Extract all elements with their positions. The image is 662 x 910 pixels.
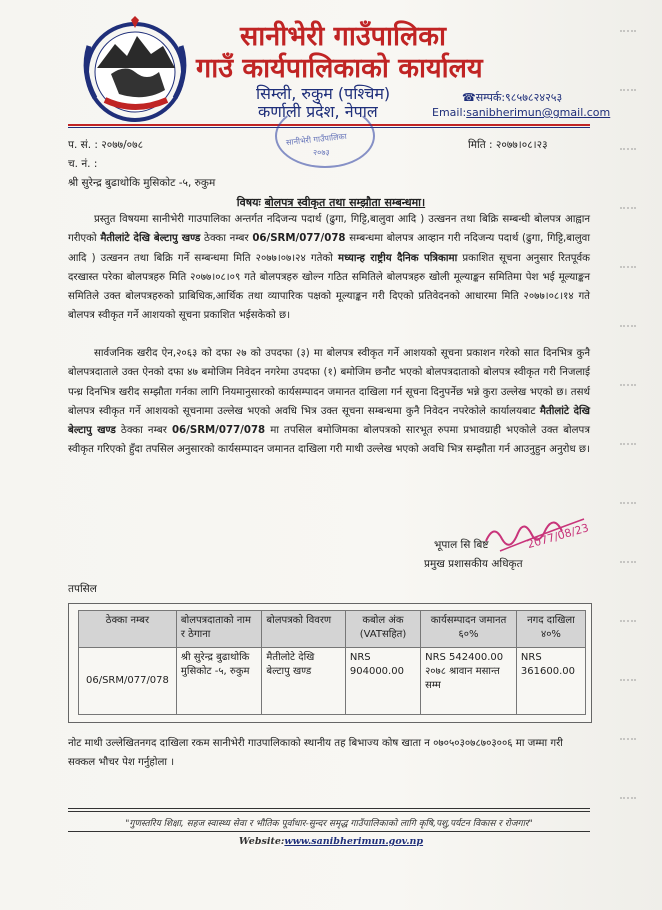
footer-website — [0, 836, 662, 847]
scan-margin-marks — [616, 30, 646, 890]
website-link[interactable]: www.sanibherimun.gov.np — [284, 836, 424, 847]
footer-rule-3 — [68, 831, 590, 832]
col-bidder: बोलपत्रदाताको नाम र ठेगाना — [176, 611, 262, 648]
address-line1: सिम्ली, रुकुम (पश्चिम) — [256, 84, 391, 103]
note-text: नोट माथी उल्लेखितनगद दाखिला रकम सानीभेरी गाउपालिकाको स्थानीय तह बिभाज्य कोष खाता न ०७०५०३०७८७०३००६ मा जम्मा गरी सक्कल भौचर पेश गर्नुहोला । — [68, 738, 563, 768]
footer-rule-2 — [68, 811, 590, 812]
subject-label: विषयः — [236, 196, 261, 209]
subject-line — [0, 195, 662, 210]
p1-text-g: प्रकाशित सूचना अनुसार रितपूर्वक दरखास्त परेका बोलपत्रहरु मिति २०७७।०८।०९ गते बोलपत्रहरु खोल्न गठित समितिले बोलपत्रहरु खोली मूल्याङ्कन समितिमा पेश भई मूल्याङ्कन समितिले उक्त बोलपत्रहरुको प्राबिधिक,आर्थिक तथा व्यापारिक पक्षको मूल्याङ्कन गरी दिएको प्रतिवेदनको आधारमा मिति २०७७।०८।१४ गते बोलपत्र स्वीकृत गर्ने आशयको सूचना प्रकाशित भईसकेको छ। — [68, 252, 591, 322]
cell-contract-no: 06/SRM/077/078 — [79, 648, 177, 715]
p2-text-e: मा तपसिल बमोजिमका बोलपत्रको सारभूत रुपमा प्रभावग्राही भएकोले उक्त बोलपत्र स्वीकृत गरिएको हुँदा तपसिल अनुसारको कार्यसम्पादन जमानत दाखिला गरी माथी उल्लेख भएको अवधि भित्र सम्झौता गर्न आउनुहुन अनुरोध छ। — [68, 425, 590, 456]
email-label: Email: — [432, 106, 467, 119]
stamp-year: २०७३ — [313, 148, 330, 157]
cell-description: मैतीलोटे देखि बेल्टापु खण्ड — [262, 648, 345, 715]
p2-text-c: ठेक्का नम्बर — [115, 425, 172, 437]
signatory-designation: प्रमुख प्रशासकीय अधिकृत — [424, 558, 523, 570]
signatory-name: भूपाल सि बिष्ट — [434, 539, 489, 551]
address-line2: कर्णाली प्रदेश, नेपाल — [258, 102, 378, 121]
subject-text: बोलपत्र स्वीकृत तथा सम्झौता सम्बन्धमा। — [264, 196, 426, 209]
handwritten-date: 2077/08/23 — [525, 521, 590, 552]
col-description: बोलपत्रको विवरण — [262, 611, 345, 648]
office-title-line2: गाउँ कार्यपालिकाको कार्यालय — [196, 53, 483, 84]
cell-performance-guarantee: NRS 542400.00 २०७८ श्रावान मसान्त सम्म — [421, 648, 517, 715]
table-row — [79, 648, 586, 715]
col-performance-guarantee: कार्यसम्पादन जमानत ६०% — [421, 611, 517, 648]
p1-newspaper: मध्यान्ह राष्ट्रीय दैनिक पत्रिकामा — [338, 252, 458, 264]
nepal-emblem-icon — [75, 16, 195, 124]
email-line — [432, 106, 610, 119]
letter-date: मिति : २०७७।०८।२३ — [468, 139, 548, 151]
p2-contract-name: मैतीलांटे देखि बेल्टापु खण्ड — [68, 405, 590, 437]
p2-contract-number: 06/SRM/077/078 — [171, 425, 266, 437]
cell-bidder: श्री सुरेन्द्र बुढाथोकि मुसिकोट -५, रुकुम — [176, 648, 262, 715]
p1-text-e: सम्बन्धमा बोलपत्र आव्हान गरी नदिजन्य पदार्थ (ढुगा, गिट्टि,बालुवा आदि ) उत्खनन तथा बिक्रि गर्ने सम्बन्धमा मिति २०७७।०७।२४ गतेको — [68, 233, 590, 264]
cell-cash-deposit: NRS 361600.00 — [516, 648, 585, 715]
signature-scribble — [480, 505, 590, 560]
col-cash-deposit: नगद दाखिला ४०% — [516, 611, 585, 648]
schedule-box — [68, 603, 592, 723]
schedule-label: तपसिल — [68, 583, 97, 595]
website-label: Website: — [238, 836, 285, 847]
p1-contract-name: मैतीलांटे देखि बेल्टापु खण्ड — [100, 233, 201, 245]
reference-number: प. सं. : २०७७/०७८ — [68, 139, 144, 151]
office-title-line1: सानीभेरी गाउँपालिका — [240, 21, 446, 52]
col-contract-no: ठेक्का नम्बर — [79, 611, 177, 648]
footer-rule-1 — [68, 808, 590, 809]
col-bid-amount: कबोल अंक (VATसहित) — [345, 611, 420, 648]
footer-slogan: "गुणस्तरिय शिक्षा, सहज स्वास्थ्य सेवा र भौतिक पूर्वाधार-सुन्दर समृद्ध गाउँपालिकाको लागि कृषि,पशु,पर्यटन विकास र रोजगार" — [125, 819, 533, 829]
email-address: sanibherimun@gmail.com — [466, 106, 611, 119]
cell-bid-amount: NRS 904000.00 — [345, 648, 420, 715]
p1-text-c: ठेक्का नम्बर — [200, 233, 253, 245]
p2-text-a: सार्वजनिक खरीद ऐन,२०६३ को दफा २७ को उपदफा (३) मा बोलपत्र स्वीकृत गर्ने आशयको सूचना प्रकाशन गरेको सात दिनभित्र कुनै बोलपत्रदाताले उक्त ऐनको दफा ४७ बमोजिम निवेदन नगरेमा उपदफा (१) बमोजिम छनौट भएको बोलपत्रदाताको बोलपत्र स्वीकृत गरी निजलाई पन्ध्र दिनभित्र खरीद सम्झौता गर्नका लागि नियमानुसारको कार्यसम्पादन जमानत दाखिला गर्न सूचना दिनुपर्नेछ भन्ने कुरा उल्लेख भएको छ। तसर्थ बोलपत्र स्वीकृत गर्ने आशयको सूचनामा उल्लेख भएको अवधि भित्र उक्त सूचना सम्बन्धमा कुनै निवेदन नपरेकोले कार्यालयबाट — [68, 348, 590, 417]
p1-text-a: प्रस्तुत विषयमा सानीभेरी गाउपालिका अन्तर्गत नदिजन्य पदार्थ (ढुगा, गिट्टि,बालुवा आदि ) उत्खनन तथा बिक्रि सम्बन्धी बोलपत्र आह्वान गरीएको — [68, 214, 590, 245]
schedule-table — [78, 610, 586, 715]
stamp-text: सानीभेरी गाउँपालिका — [285, 131, 348, 148]
phone-number: ☎सम्पर्क:९८५७८२४२५३ — [462, 91, 563, 104]
body-paragraph-2 — [68, 344, 590, 460]
table-header-row — [79, 611, 586, 648]
recipient: श्री सुरेन्द्र बुढाथोकि मुसिकोट -५, रुकुम — [68, 177, 216, 189]
body-paragraph-1 — [68, 210, 590, 326]
p1-contract-number: 06/SRM/077/078 — [252, 233, 346, 245]
dispatch-number: च. नं. : — [68, 158, 98, 170]
